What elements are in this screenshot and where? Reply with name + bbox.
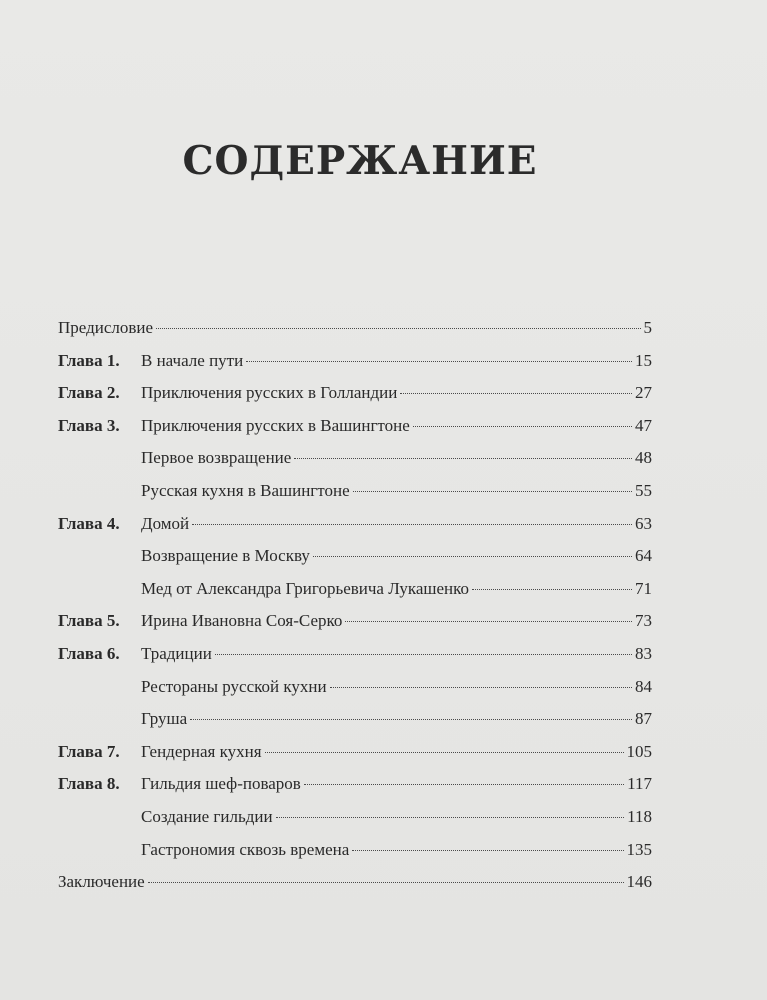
toc-subentry	[58, 801, 652, 834]
toc-chapter-label: Глава 4.	[58, 513, 120, 533]
dot-leader	[352, 850, 623, 851]
toc-subentry	[58, 442, 652, 475]
toc-entry-title: Мед от Александра Григорьевича Лукашенко	[141, 578, 470, 598]
toc-page-number: 15	[635, 350, 652, 370]
toc-page-number: 48	[635, 448, 652, 468]
toc-page-number: 5	[643, 318, 652, 337]
toc-subentry	[58, 573, 652, 606]
toc-entry	[58, 508, 652, 541]
page-title: СОДЕРЖАНИЕ	[182, 138, 538, 184]
toc-page-number: 71	[635, 578, 652, 598]
toc-entry-title: Гильдия шеф-поваров	[141, 774, 301, 794]
toc-page-number: 73	[635, 611, 652, 631]
toc-subentry	[58, 703, 652, 736]
toc-entry-title: Домой	[141, 513, 190, 533]
dot-leader	[330, 687, 632, 688]
toc-entry-title: Ирина Ивановна Соя-Серко	[141, 611, 343, 631]
toc-entry-title: Первое возвращение	[141, 448, 292, 468]
toc-page-number: 27	[635, 383, 652, 403]
toc-page-number: 47	[635, 415, 652, 435]
toc-page-number: 83	[635, 643, 652, 663]
toc-entry-title: Предисловие	[58, 318, 154, 337]
toc-page-number: 118	[627, 806, 652, 826]
toc-subentry	[58, 540, 652, 573]
dot-leader	[313, 556, 632, 557]
toc-chapter-label: Глава 7.	[58, 741, 120, 761]
toc-entry	[58, 312, 652, 345]
toc-entry	[58, 345, 652, 378]
toc-page-number: 64	[635, 546, 652, 566]
dot-leader	[353, 491, 632, 492]
toc-page-number: 105	[626, 741, 652, 761]
toc-chapter-label: Глава 3.	[58, 415, 120, 435]
toc-entry	[58, 377, 652, 410]
toc-entry-title: Создание гильдии	[141, 806, 273, 826]
dot-leader	[276, 817, 625, 818]
dot-leader	[192, 524, 632, 525]
toc-page-number: 135	[626, 839, 652, 859]
toc-entry	[58, 866, 652, 899]
toc-page-number: 63	[635, 513, 652, 533]
toc-entry	[58, 410, 652, 443]
toc-entry-title: Гастрономия сквозь времена	[141, 839, 350, 859]
dot-leader	[190, 719, 632, 720]
dot-leader	[215, 654, 632, 655]
toc-chapter-label: Глава 6.	[58, 643, 120, 663]
dot-leader	[156, 328, 640, 329]
dot-leader	[413, 426, 632, 427]
toc-entry-title: Русская кухня в Вашингтоне	[141, 480, 350, 500]
toc-page-number: 84	[635, 676, 652, 696]
toc-page-number: 146	[626, 872, 652, 892]
toc-entry-title: Традиции	[141, 643, 212, 663]
toc-page-number: 55	[635, 480, 652, 500]
dot-leader	[265, 752, 624, 753]
dot-leader	[400, 393, 632, 394]
dot-leader	[246, 361, 632, 362]
toc-chapter-label: Глава 1.	[58, 350, 120, 370]
toc-entry	[58, 605, 652, 638]
toc-chapter-label: Глава 5.	[58, 611, 120, 631]
toc-subentry	[58, 834, 652, 867]
dot-leader	[294, 458, 632, 459]
toc-entry-title: Возвращение в Москву	[141, 546, 310, 566]
toc-subentry	[58, 671, 652, 704]
toc-entry	[58, 638, 652, 671]
toc-entry-title: Груша	[141, 709, 188, 729]
toc-entry-title: Приключения русских в Голландии	[141, 383, 398, 403]
toc-entry	[58, 768, 652, 801]
toc-entry-title: В начале пути	[141, 350, 244, 370]
toc-entry-title: Рестораны русской кухни	[141, 676, 327, 696]
dot-leader	[472, 589, 632, 590]
toc-entry-title: Заключение	[58, 872, 145, 892]
toc-entry	[58, 736, 652, 769]
dot-leader	[345, 621, 632, 622]
dot-leader	[304, 784, 624, 785]
toc-page-number: 87	[635, 709, 652, 729]
toc-chapter-label: Глава 8.	[58, 774, 120, 794]
toc-subentry	[58, 475, 652, 508]
dot-leader	[148, 882, 624, 883]
toc-entry-title: Приключения русских в Вашингтоне	[141, 415, 410, 435]
toc-page-number: 117	[627, 774, 652, 794]
toc-chapter-label: Глава 2.	[58, 383, 120, 403]
toc-entry-title: Гендерная кухня	[141, 741, 262, 761]
table-of-contents	[58, 312, 652, 899]
